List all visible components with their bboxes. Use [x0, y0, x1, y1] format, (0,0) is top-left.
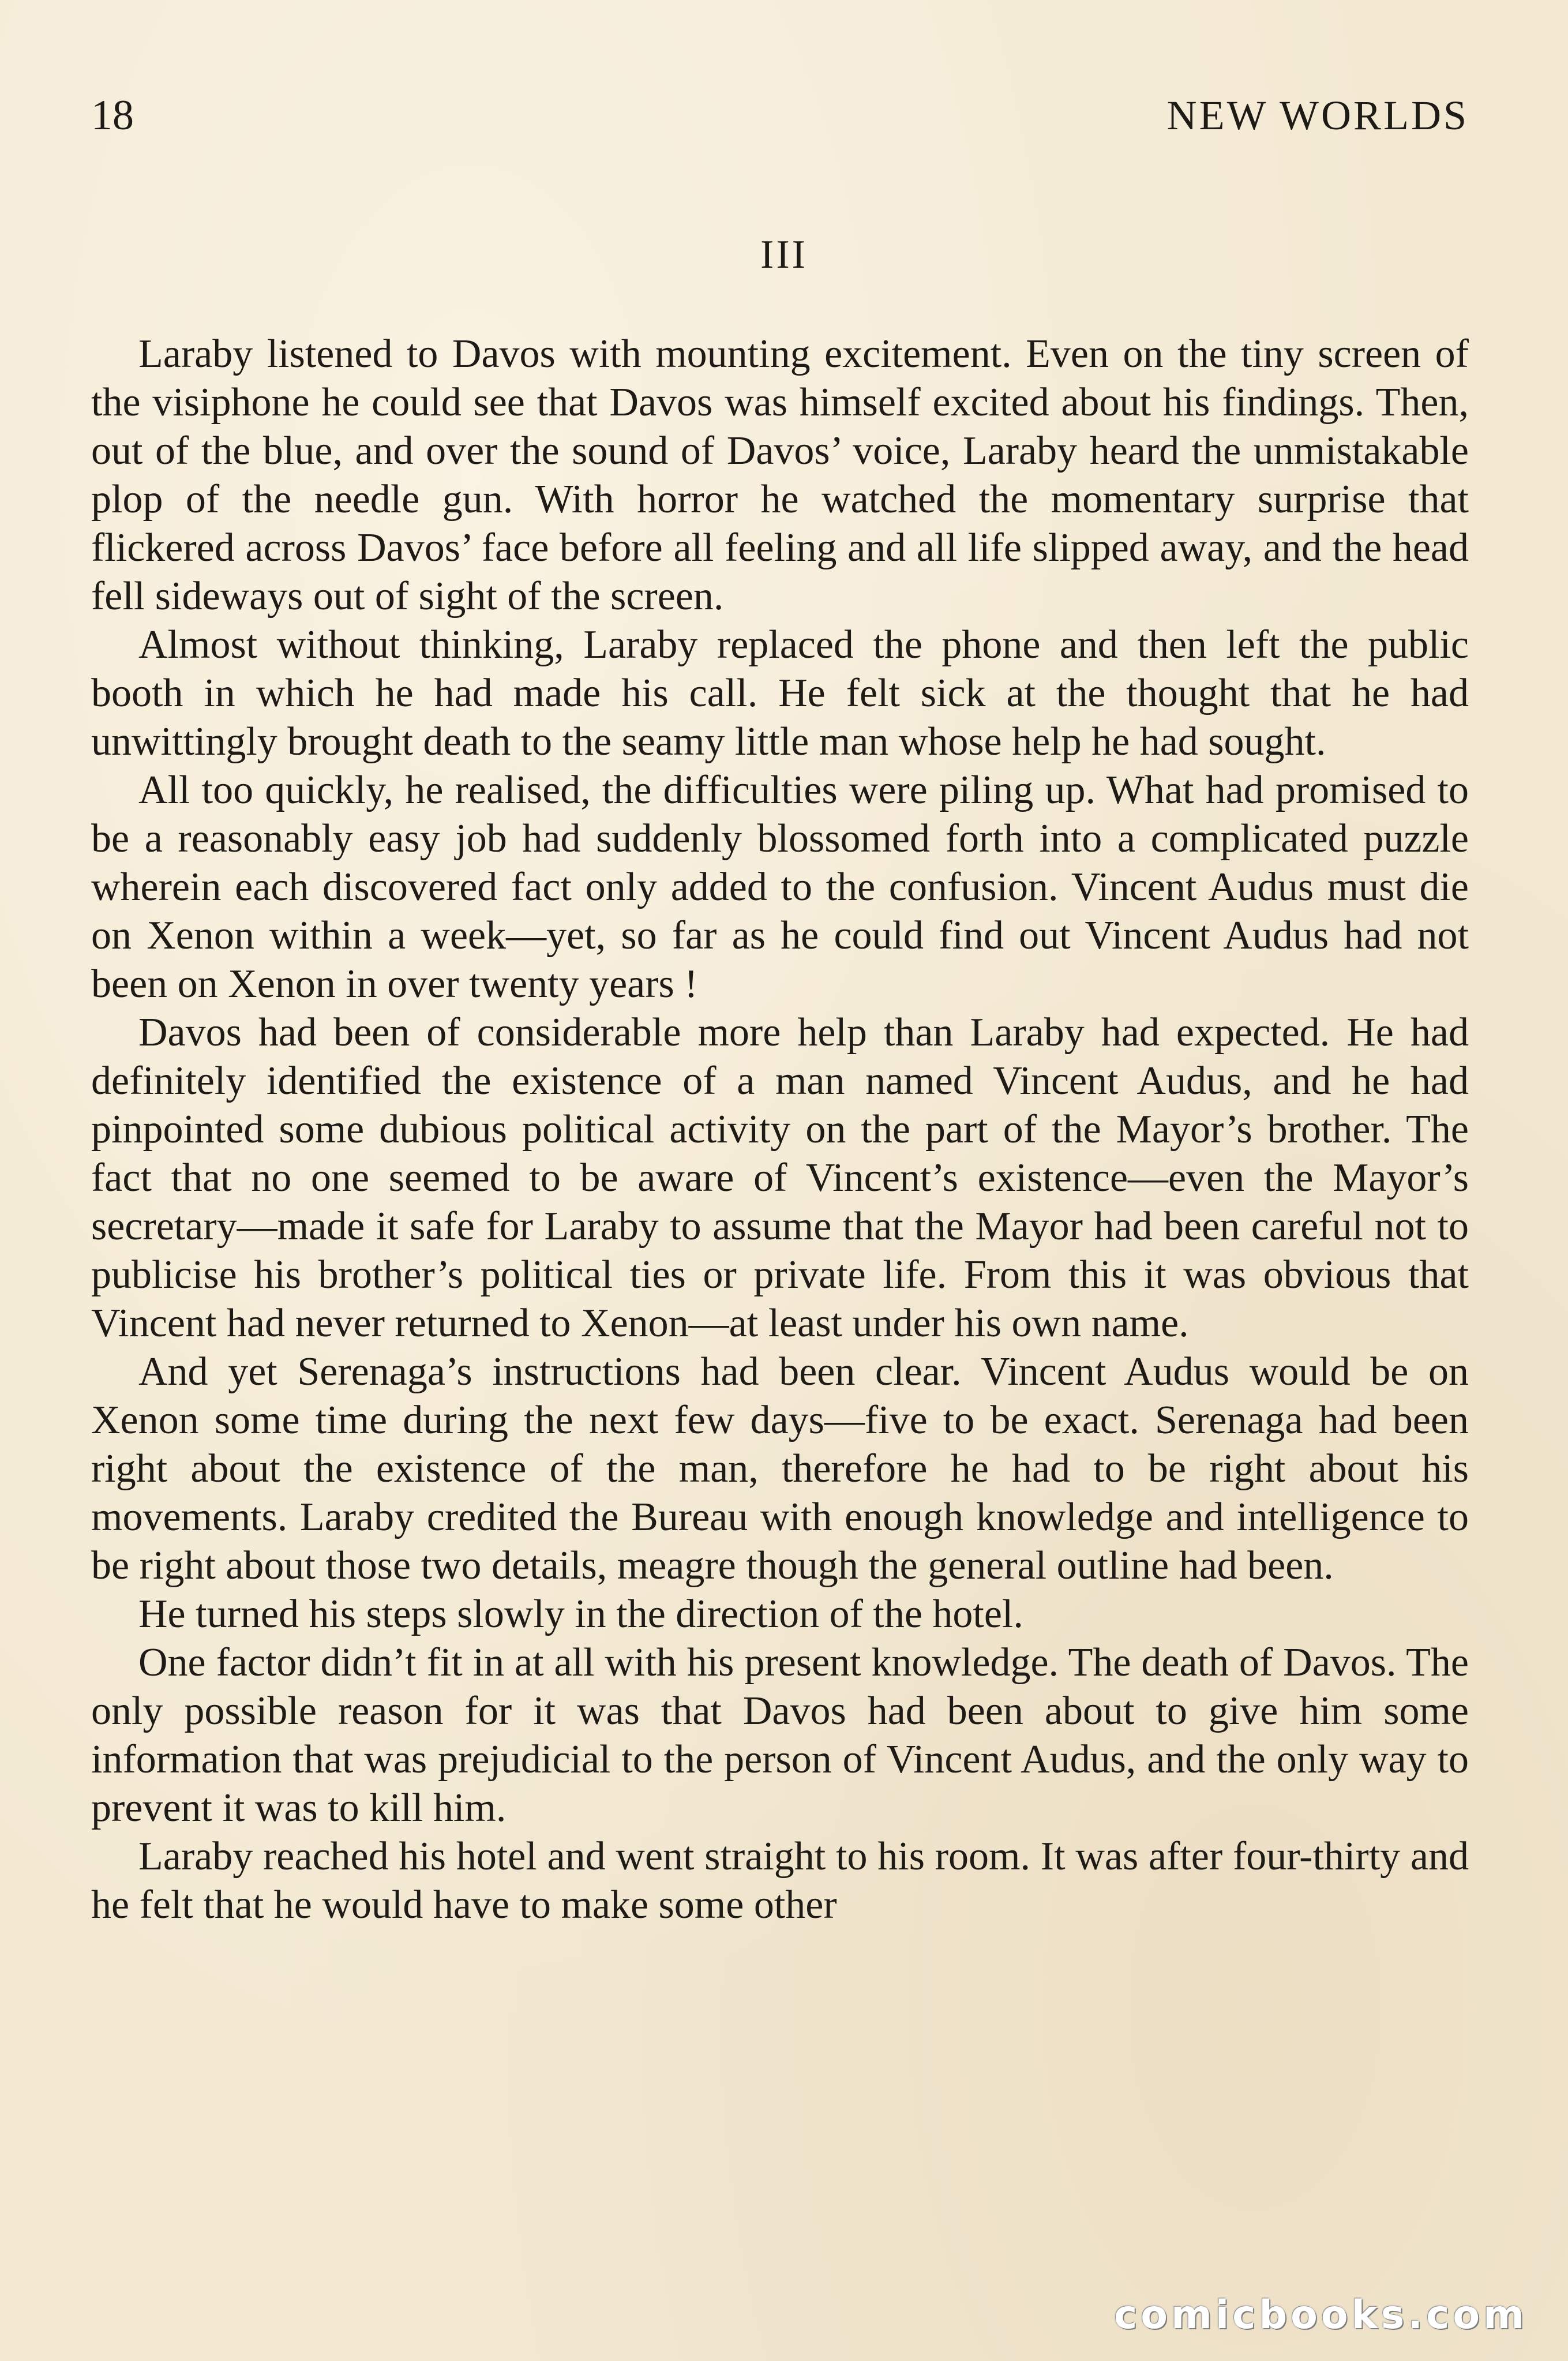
paragraph: Laraby reached his hotel and went straight to his room. It was after four-thirty and he felt that he would have to make some other	[91, 1834, 1469, 1927]
paragraph: One factor didn’t fit in at all with his present knowledge. The death of Davos. The only possible reason for it was that Davos had been about to give him some information that was prejudicial to the person of Vincent Audus, and the only way to prevent it was to kill him.	[91, 1640, 1469, 1830]
paragraph: He turned his steps slowly in the direction of the hotel.	[138, 1592, 1023, 1636]
paragraph: And yet Serenaga’s instructions had been clear. Vincent Audus would be on Xenon some time during the next few days—five to be exact. Serenaga had been right about the existence of the man, therefore he had to be right about his movements. Laraby credited the Bureau with enough knowledge and intelligence to be right about those two details, meagre though the general outline had been.	[91, 1350, 1469, 1588]
journal-title: NEW WORLDS	[1166, 92, 1469, 138]
page-number: 18	[91, 92, 134, 139]
paragraph: Almost without thinking, Laraby replaced the phone and then left the public booth in which he had made his call. He felt sick at the thought that he had unwittingly brought death to the seamy little man whose help he had sought.	[91, 623, 1469, 764]
watermark: comicbooks.com	[1113, 2292, 1528, 2338]
running-head	[91, 87, 1469, 144]
paragraph: All too quickly, he realised, the difficulties were piling up. What had promised to be a reasonably easy job had suddenly blossomed forth into a complicated puzzle wherein each discovered fact only added to the confusion. Vincent Audus must die on Xenon within a week—yet, so far as he could find out Vincent Audus had not been on Xenon in over twenty years !	[91, 768, 1469, 1006]
chapter-number: III	[760, 233, 808, 277]
paragraph: Laraby listened to Davos with mounting excitement. Even on the tiny screen of the visiphone he could see that Davos was himself excited about his findings. Then, out of the blue, and over the sound of Davos’ voice, Laraby heard the unmistakable plop of the needle gun. With horror he watched the momentary surprise that flickered across Davos’ face before all feeling and all life slipped away, and the head fell sideways out of sight of the screen.	[91, 332, 1469, 619]
body-text	[91, 330, 1469, 1929]
paragraph: Davos had been of considerable more help than Laraby had expected. He had definitely identified the existence of a man named Vincent Audus, and he had pinpointed some dubious political activity on the part of the Mayor’s brother. The fact that no one seemed to be aware of Vincent’s existence—even the Mayor’s secretary—made it safe for Laraby to assume that the Mayor had been careful not to publicise his brother’s political ties or private life. From this it was obvious that Vincent had never returned to Xenon—at least under his own name.	[91, 1010, 1469, 1346]
